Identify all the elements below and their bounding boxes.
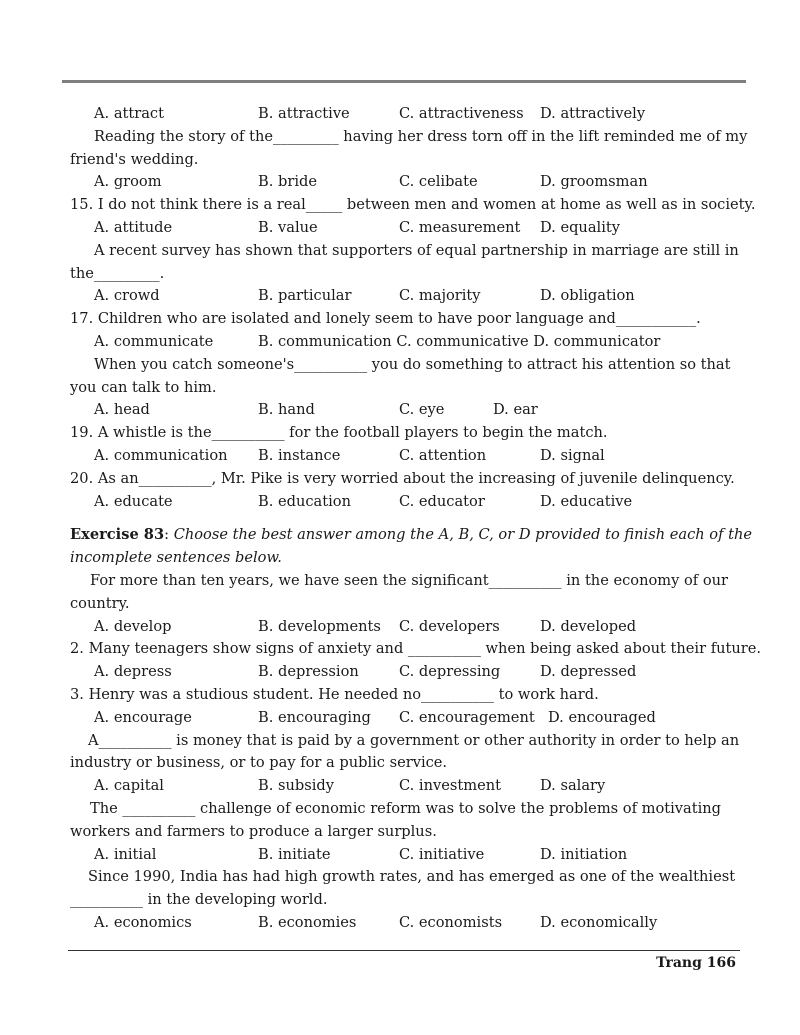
q19-option-b: B. instance — [258, 446, 341, 464]
exercise-83-title: Exercise 83 — [70, 526, 165, 544]
e83-q4-option-d: D. salary — [540, 777, 606, 795]
e83-q3-option-d: D. encouraged — [548, 708, 656, 726]
e83-q3-options — [70, 707, 742, 730]
e83-q1-option-a: A. develop — [94, 617, 172, 635]
e83-q6-option-c: C. economists — [399, 913, 503, 931]
q20-option-c: C. educator — [399, 492, 485, 510]
q16-options — [70, 285, 742, 308]
worksheet-content — [70, 103, 762, 935]
q15-option-a: A. attitude — [94, 218, 173, 236]
q16-option-b: B. particular — [258, 287, 352, 305]
q14-option-a: A. groom — [94, 173, 162, 191]
q15-option-d: D. equality — [540, 218, 620, 236]
q16-option-d: D. obligation — [540, 287, 635, 305]
e83-q6-option-a: A. economics — [94, 913, 192, 931]
q13-options — [70, 103, 742, 126]
q15-option-b: B. value — [258, 218, 318, 236]
e83-q6-stem-line2: __________ in the developing world. — [70, 891, 328, 909]
q15-options — [70, 217, 742, 240]
e83-q2-option-d: D. depressed — [540, 663, 637, 681]
q19-option-a: A. communication — [94, 446, 228, 464]
e83-q5-option-a: A. initial — [94, 845, 157, 863]
q13-option-c: C. attractiveness — [399, 105, 524, 122]
q19-option-d: D. signal — [540, 446, 605, 464]
q13-option-b: B. attractive — [258, 105, 350, 122]
q14-option-c: C. celibate — [399, 173, 478, 191]
q19-option-c: C. attention — [399, 446, 487, 464]
q17-option-a: A. communicate — [94, 332, 214, 350]
e83-q4-stem-line2: industry or business, or to pay for a public service. — [70, 754, 448, 772]
q16-option-c: C. majority — [399, 287, 481, 305]
q20-option-b: B. education — [258, 492, 351, 510]
exercise-83-heading-line1 — [70, 524, 753, 547]
e83-q3-option-a: A. encourage — [94, 708, 192, 726]
e83-q5-stem-line1: The __________ challenge of economic reform was to solve the problems of motivating — [90, 799, 721, 817]
e83-q6-stem-line1: Since 1990, India has had high growth rates, and has emerged as one of the wealthiest — [88, 868, 736, 886]
q16-option-a: A. crowd — [94, 287, 160, 305]
q14-stem-line2: friend's wedding. — [70, 150, 199, 168]
e83-q1-stem-line2: country. — [70, 594, 130, 612]
q14-stem-line1: Reading the story of the_________ having her dress torn off in the lift reminded me of my — [94, 127, 748, 145]
q15-stem-line1: 15. I do not think there is a real_____ between men and women at home as well as in society. — [70, 196, 756, 214]
e83-q4-options — [70, 775, 742, 798]
e83-q1-options — [70, 616, 742, 639]
e83-q6-option-b: B. economies — [258, 913, 357, 931]
e83-q2-option-b: B. depression — [258, 663, 359, 681]
e83-q5-option-d: D. initiation — [540, 845, 628, 863]
q14-option-b: B. bride — [258, 173, 317, 191]
page-number: Trang 166 — [656, 955, 736, 971]
e83-q5-options — [70, 844, 742, 867]
e83-q3-option-b: B. encouraging — [258, 708, 371, 726]
e83-q3-stem-line1: 3. Henry was a studious student. He needed no__________ to work hard. — [70, 685, 599, 703]
e83-q6-option-d: D. economically — [540, 913, 658, 931]
e83-q4-option-b: B. subsidy — [258, 777, 334, 795]
q17-stem-line1: 17. Children who are isolated and lonely seem to have poor language and___________. — [70, 310, 701, 328]
q16-stem-line2: the_________. — [70, 264, 165, 282]
q20-option-d: D. educative — [540, 492, 633, 510]
e83-q4-stem-line1: A__________ is money that is paid by a government or other authority in order to help an — [88, 731, 740, 749]
e83-q2-option-a: A. depress — [94, 663, 172, 681]
exercise-83-instruction-2: incomplete sentences below. — [70, 549, 282, 567]
q18-option-d: D. ear — [493, 401, 538, 419]
header-rule — [62, 80, 746, 83]
q13-option-d: D. attractively — [540, 105, 646, 122]
e83-q2-options — [70, 661, 742, 684]
q14-options — [70, 171, 742, 194]
q18-option-b: B. hand — [258, 401, 315, 419]
e83-q5-option-b: B. initiate — [258, 845, 331, 863]
q18-stem-line2: you can talk to him. — [70, 378, 217, 396]
exercise-83-colon: : — [164, 526, 174, 544]
e83-q6-options — [70, 912, 742, 935]
q15-option-c: C. measurement — [399, 218, 521, 236]
e83-q4-option-a: A. capital — [94, 777, 164, 795]
exercise-83-instruction-1: Choose the best answer among the A, B, C, or D provided to finish each of the — [173, 526, 753, 544]
e83-q1-stem-line1: For more than ten years, we have seen the significant__________ in the economy of our — [90, 571, 728, 589]
e83-q2-option-c: C. depressing — [399, 663, 501, 681]
q14-option-d: D. groomsman — [540, 173, 648, 191]
e83-q1-option-d: D. developed — [540, 617, 637, 635]
q20-option-a: A. educate — [94, 492, 173, 510]
q19-options — [70, 445, 742, 468]
e83-q1-option-b: B. developments — [258, 617, 381, 635]
e83-q1-option-c: C. developers — [399, 617, 500, 635]
e83-q4-option-c: C. investment — [399, 777, 501, 795]
q18-option-c: C. eye — [399, 401, 445, 419]
q16-stem-line1: A recent survey has shown that supporters of equal partnership in marriage are still in — [94, 241, 739, 259]
q20-stem-line1: 20. As an__________, Mr. Pike is very worried about the increasing of juvenile delinquency. — [70, 469, 735, 487]
q18-option-a: A. head — [94, 401, 150, 419]
e83-q2-stem-line1: 2. Many teenagers show signs of anxiety and __________ when being asked about their future. — [70, 640, 762, 658]
q20-options — [70, 491, 742, 514]
q17-option-bcd: B. communication C. communicative D. communicator — [258, 332, 661, 350]
q18-options — [70, 399, 742, 422]
footer-rule — [68, 950, 740, 951]
e83-q5-option-c: C. initiative — [399, 845, 485, 863]
q19-stem-line1: 19. A whistle is the__________ for the football players to begin the match. — [70, 424, 608, 442]
q18-stem-line1: When you catch someone's__________ you do something to attract his attention so that — [94, 355, 731, 373]
q17-options — [70, 331, 742, 354]
e83-q3-option-c: C. encouragement — [399, 708, 535, 726]
e83-q5-stem-line2: workers and farmers to produce a larger surplus. — [70, 822, 437, 840]
q13-option-a: A. attract — [94, 105, 164, 122]
